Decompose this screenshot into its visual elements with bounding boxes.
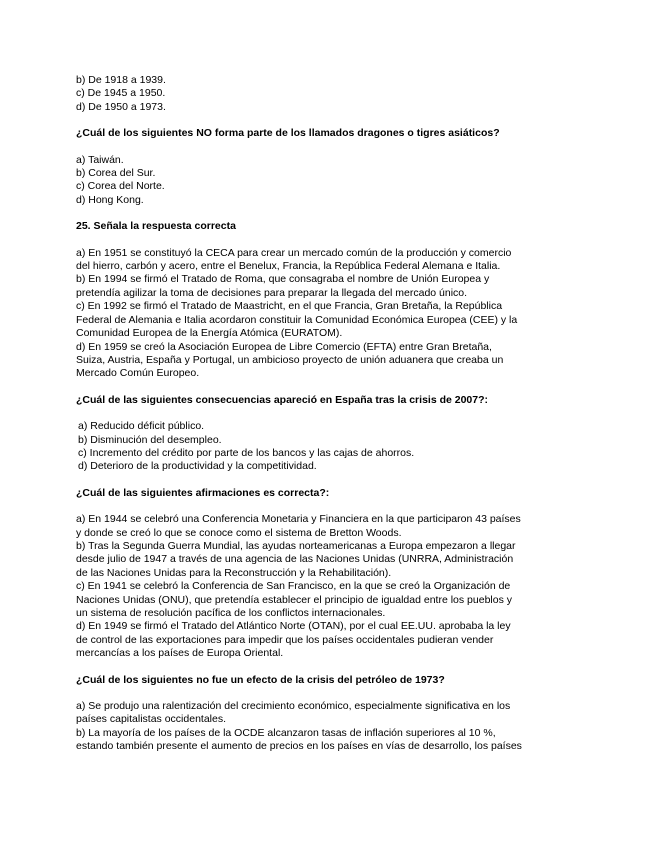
answer-text-line: Comunidad Europea de la Energía Atómica (EURATOM). — [76, 327, 343, 340]
question-asian-tigers: ¿Cuál de los siguientes NO forma parte de los llamados dragones o tigres asiáticos? — [76, 127, 500, 140]
answer-text-line: d) En 1959 se creó la Asociación Europea de Libre Comercio (EFTA) entre Gran Bretaña, — [76, 340, 492, 353]
answer-text-line: b) La mayoría de los países de la OCDE alcanzaron tasas de inflación superiores al 10 %, — [76, 726, 496, 739]
answer-line: a) Taiwán. — [76, 153, 124, 166]
answer-text-line: Naciones Unidas (ONU), que pretendía establecer el principio de igualdad entre los pueblos y — [76, 593, 513, 606]
answer-text-line: a) Se produjo una ralentización del crecimiento económico, especialmente significativa en los — [76, 700, 511, 713]
answer-line: c) Corea del Norte. — [76, 180, 165, 193]
answer-text-line: Mercado Común Europeo. — [76, 367, 200, 380]
question-oil-crisis-1973: ¿Cuál de los siguientes no fue un efecto de la crisis del petróleo de 1973? — [76, 673, 445, 686]
answer-text-line: estando también presente el aumento de precios en los países en vías de desarrollo, los países — [76, 740, 522, 753]
answers-asian-tigers — [76, 154, 576, 208]
answer-text-line: y donde se creó lo que se conoce como el sistema de Bretton Woods. — [76, 526, 402, 539]
document-page — [76, 74, 576, 754]
answer-line: c) Incremento del crédito por parte de los bancos y las cajas de ahorros. — [78, 446, 415, 459]
answer-line: b) De 1918 a 1939. — [76, 74, 166, 86]
answer-line: d) Hong Kong. — [76, 193, 144, 206]
answers-block-1 — [76, 74, 576, 114]
question-correct-statement: ¿Cuál de las siguientes afirmaciones es correcta?: — [76, 486, 330, 499]
answer-line: b) Disminución del desempleo. — [78, 433, 222, 446]
answer-text-line: b) Tras la Segunda Guerra Mundial, las ayudas norteamericanas a Europa empezaron a llegar — [76, 539, 516, 552]
answer-text-line: desde julio de 1947 a través de una agencia de las Naciones Unidas (UNRRA, Administración — [76, 553, 514, 566]
answer-line: d) Deterioro de la productividad y la competitividad. — [78, 460, 317, 473]
answer-text-line: c) En 1992 se firmó el Tratado de Maastricht, en el que Francia, Gran Bretaña, la República — [76, 300, 503, 313]
answer-text-line: países capitalistas occidentales. — [76, 713, 226, 726]
answers-question-25 — [76, 247, 576, 381]
answer-text-line: d) En 1949 se firmó el Tratado del Atlántico Norte (OTAN), por el cual EE.UU. aprobaba la ley — [76, 620, 511, 633]
answer-text-line: a) En 1951 se constituyó la CECA para crear un mercado común de la producción y comercio — [76, 246, 512, 259]
answer-line: d) De 1950 a 1973. — [76, 100, 166, 113]
answer-text-line: c) En 1941 se celebró la Conferencia de San Francisco, en la que se creó la Organización de — [76, 580, 511, 593]
answer-text-line: Federal de Alemania e Italia acordaron constituir la Comunidad Económica Europea (CEE) y la — [76, 313, 518, 326]
answer-text-line: a) En 1944 se celebró una Conferencia Monetaria y Financiera en la que participaron 43 países — [76, 513, 521, 526]
answer-line: c) De 1945 a 1950. — [76, 87, 166, 100]
answer-text-line: de las Naciones Unidas para la Reconstrucción y la Rehabilitación). — [76, 566, 392, 579]
answer-text-line: del hierro, carbón y acero, entre el Benelux, Francia, la República Federal Alemana e Italia. — [76, 260, 501, 273]
answers-oil-crisis-1973 — [76, 700, 576, 754]
answers-correct-statement — [76, 513, 576, 660]
answer-line: b) Corea del Sur. — [76, 167, 156, 180]
answers-spain-crisis-2007 — [76, 420, 576, 474]
answer-text-line: un sistema de resolución pacífica de los conflictos internacionales. — [76, 607, 386, 619]
answer-text-line: Suiza, Austria, España y Portugal, un ambicioso proyecto de unión aduanera que creaba un — [76, 353, 504, 366]
answer-line: a) Reducido déficit público. — [78, 420, 205, 433]
answer-text-line: de control de las exportaciones para impedir que los países occidentales pudieran vender — [76, 633, 494, 646]
question-25-heading: 25. Señala la respuesta correcta — [76, 220, 236, 233]
question-spain-crisis-2007: ¿Cuál de las siguientes consecuencias apareció en España tras la crisis de 2007?: — [76, 393, 489, 406]
answer-text-line: pretendía agilizar la toma de decisiones para preparar la llegada del mercado único. — [76, 286, 468, 299]
answer-text-line: mercancías a los países de Europa Oriental. — [76, 647, 284, 660]
answer-text-line: b) En 1994 se firmó el Tratado de Roma, que consagraba el nombre de Unión Europea y — [76, 273, 490, 286]
